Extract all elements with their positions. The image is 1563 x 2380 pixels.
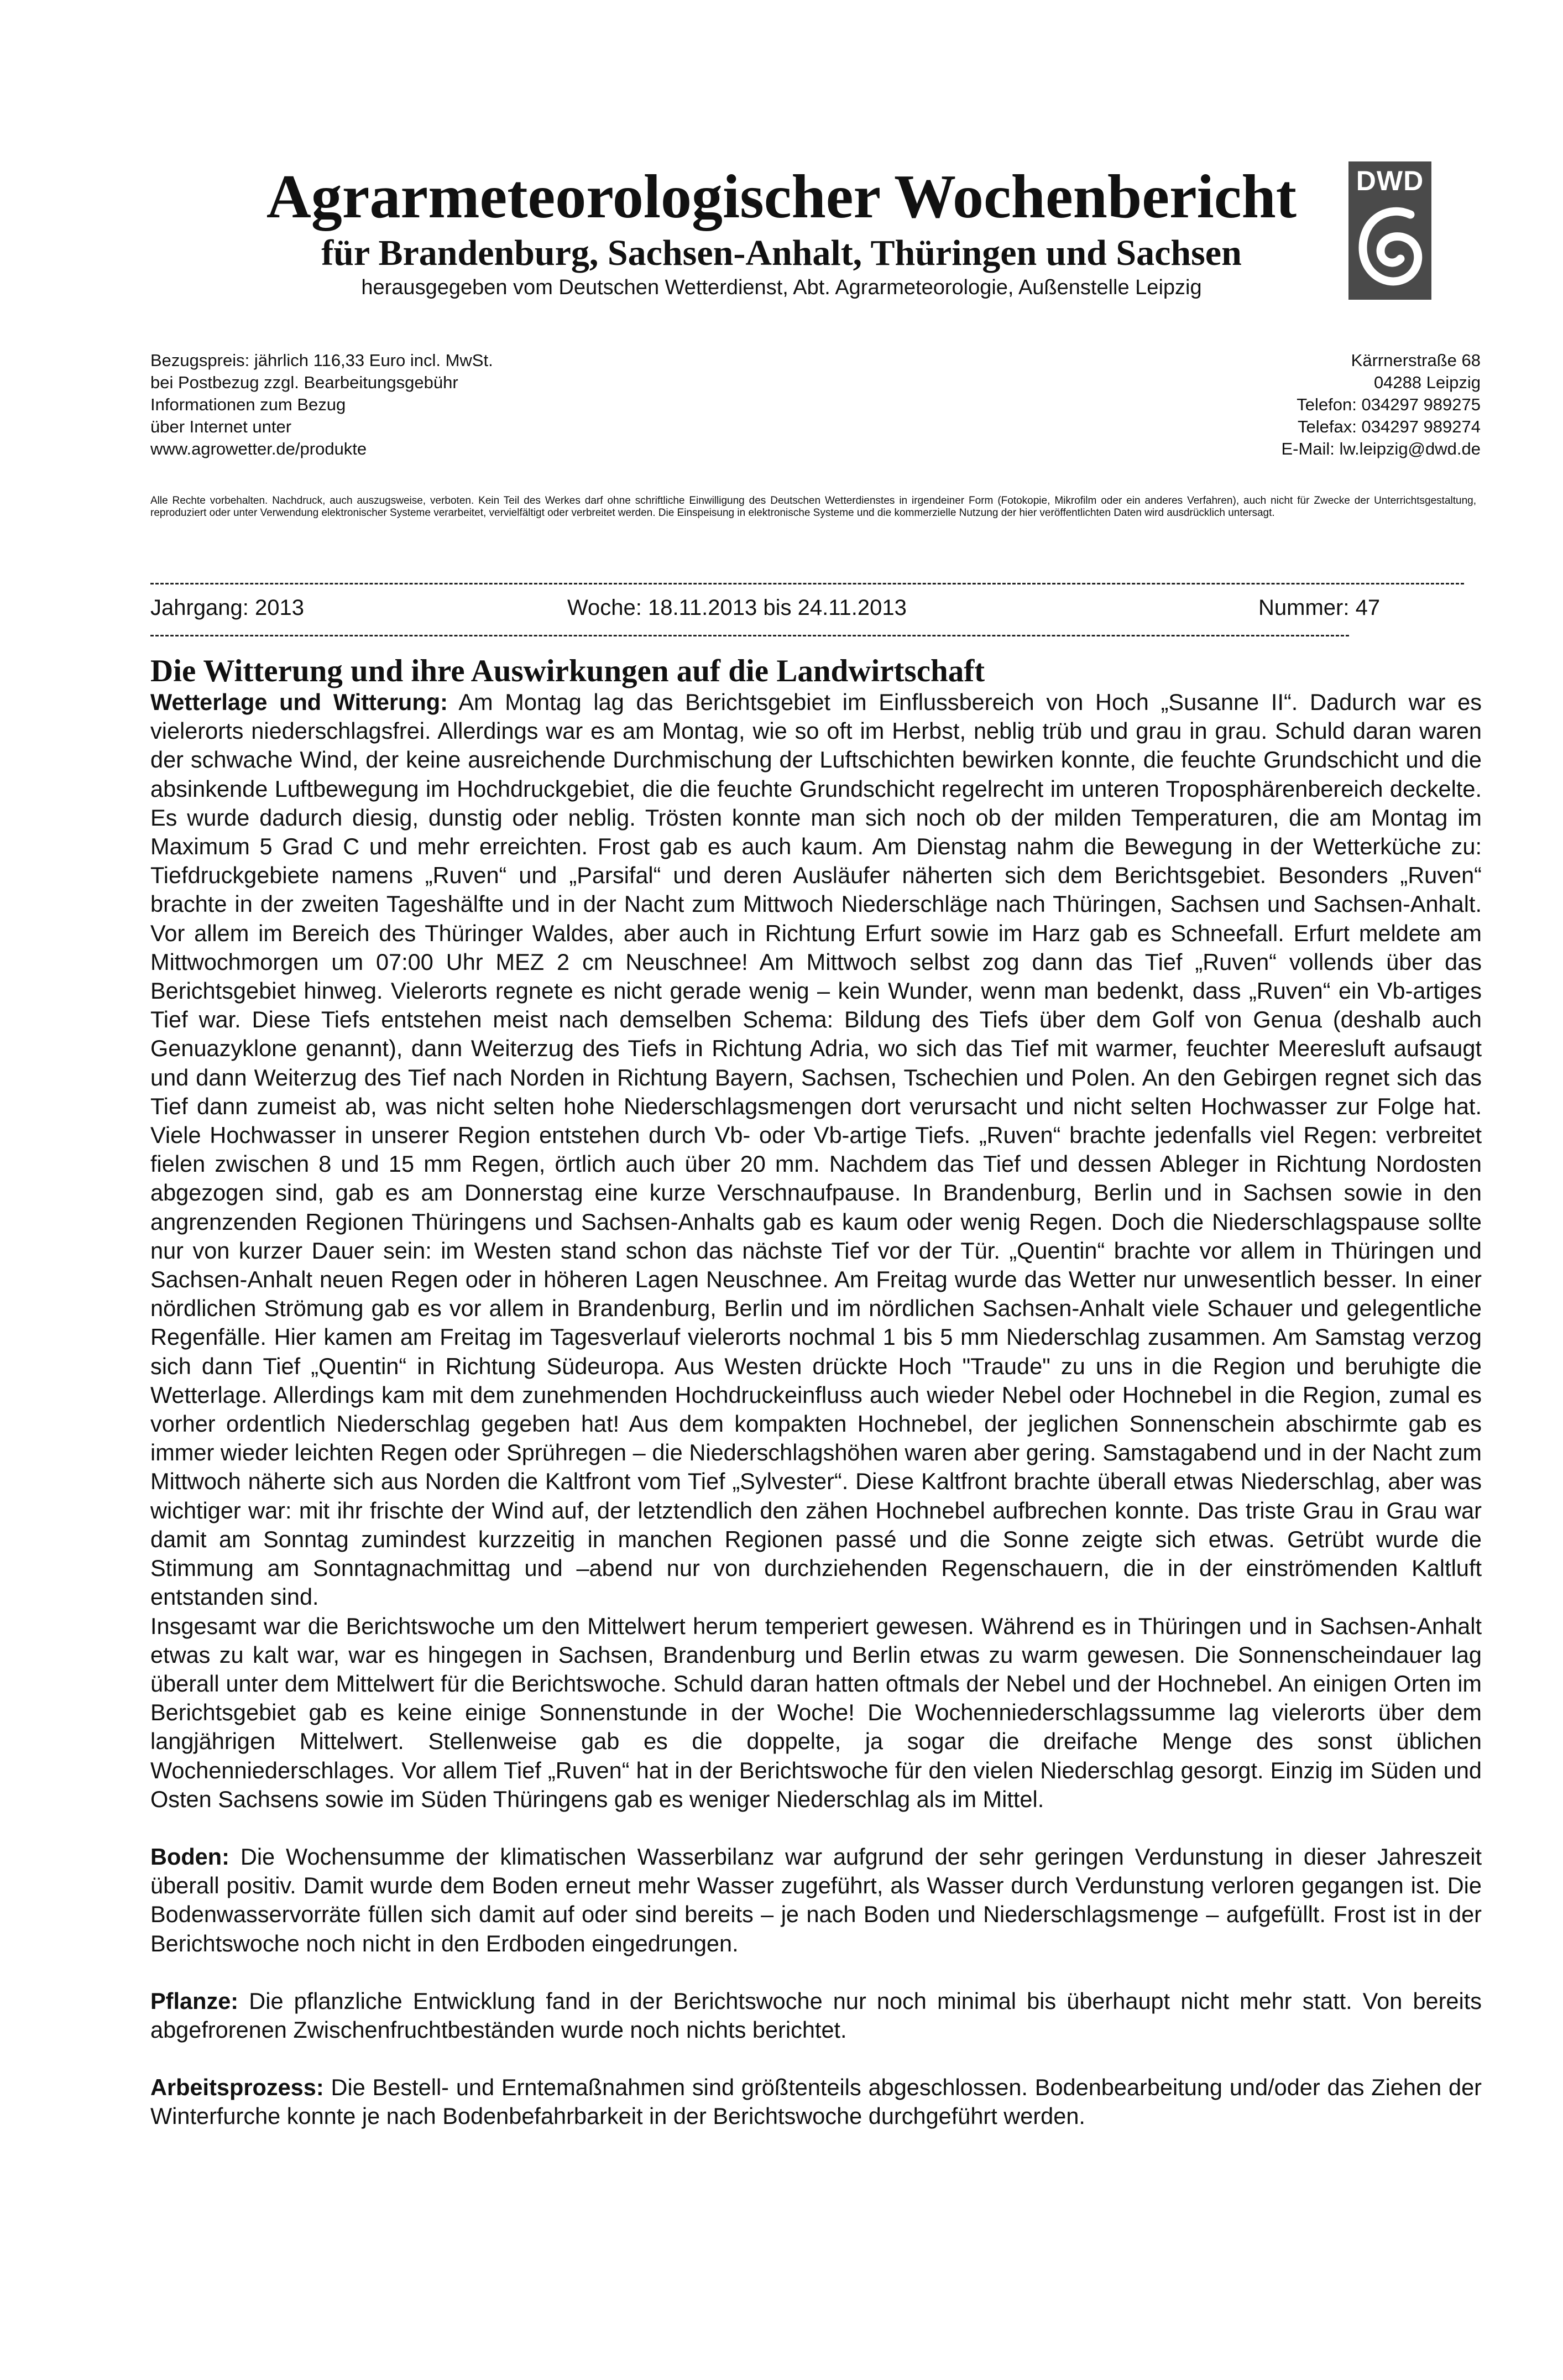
text-pflanze: Die pflanzliche Entwicklung fand in der Berichtswoche nur noch minimal bis überhaupt nicht mehr statt. Von bereits abgefrorenen Zwischenfruchtbeständen wurde noch nichts berichtet. [150, 1987, 1482, 2043]
address-street: Kärrnerstraße 68 [1351, 351, 1481, 370]
subscription-line: über Internet unter [150, 417, 292, 436]
meta-jahrgang: Jahrgang: 2013 [150, 596, 305, 620]
subscription-line: Informationen zum Bezug [150, 395, 346, 414]
text-boden: Die Wochensumme der klimatischen Wasserbilanz war aufgrund der sehr geringen Verdunstung in dieser Jahreszeit überall positiv. Damit wurde dem Boden erneut mehr Wasser zugeführt, als Wasser durch Verdunstung verloren gegangen ist. Die Bodenwasservorräte füllen sich damit auf oder sind bereits – je nach Boden und Niederschlagsmenge – aufgefüllt. Frost ist in der Berichtswoche noch nicht in den Erdboden eingedrungen. [150, 1843, 1482, 1956]
meta-nummer: Nummer: 47 [1258, 596, 1381, 620]
address-fax: Telefax: 034297 989274 [1298, 417, 1481, 436]
subscription-url: www.agrowetter.de/produkte [150, 439, 367, 458]
address-email: E-Mail: lw.leipzig@dwd.de [1281, 439, 1481, 458]
text-wetterlage: Am Montag lag das Berichtsgebiet im Einflussbereich von Hoch „Susanne II“. Dadurch war es vielerorts niederschlagsfrei. Allerdings war es am Montag, wie so oft im Herbst, neblig trüb und grau in grau. Schuld daran waren der schwache Wind, der keine ausreichende Durchmischung der Luftschichten bewirken konnte, die feuchte Grundschicht und die absinkende Luftbewegung im Hochdruckgebiet, die die feuchte Grundschicht regelrecht im unteren Troposphärenbereich deckelte. Es wurde dadurch diesig, dunstig oder neblig. Trösten konnte man sich noch ob der milden Temperaturen, die am Montag im Maximum 5 Grad C und mehr erreichten. Frost gab es auch kaum. Am Dienstag nahm die Bewegung in der Wetterküche zu: Tiefdruckgebiete namens „Ruven“ und „Parsifal“ und deren Ausläufer näherten sich dem Berichtsgebiet. Besonders „Ruven“ brachte in der zweiten Tageshälfte und in der Nacht zum Mittwoch Niederschläge nach Thüringen, Sachsen und Sachsen-Anhalt. Vor allem im Bereich des Thüringer Waldes, aber auch in Richtung Erfurt sowie im Harz gab es Schneefall. Erfurt meldete am Mittwochmorgen um 07:00 Uhr MEZ 2 cm Neuschnee! Am Mittwoch selbst zog dann das Tief „Ruven“ vollends über das Berichtsgebiet hinweg. Vielerorts regnete es nicht gerade wenig – kein Wunder, wenn man bedenkt, dass „Ruven“ ein Vb-artiges Tief war. Diese Tiefs entstehen meist nach demselben Schema: Bildung des Tiefs über dem Golf von Genua (deshalb auch Genuazyklone genannt), dann Weiterzug des Tiefs in Richtung Adria, wo sich das Tief mit warmer, feuchter Meeresluft aufsaugt und dann Weiterzug des Tief nach Norden in Richtung Bayern, Sachsen, Tschechien und Polen. An den Gebirgen regnet sich das Tief dann zumeist ab, was nicht selten hohe Niederschlagsmengen dort verursacht und nicht selten Hochwasser zur Folge hat. Viele Hochwasser in unserer Region entstehen durch Vb- oder Vb-artige Tiefs. „Ruven“ brachte jedenfalls viel Regen: verbreitet fielen zwischen 8 und 15 mm Regen, örtlich auch über 20 mm. Nachdem das Tief und dessen Ableger in Richtung Nordosten abgezogen sind, gab es am Donnerstag eine kurze Verschnaufpause. In Brandenburg, Berlin und in Sachsen sowie in den angrenzenden Regionen Thüringens und Sachsen-Anhalts gab es kaum oder wenig Regen. Doch die Niederschlagspause sollte nur von kurzer Dauer sein: im Westen stand schon das nächste Tief vor der Tür. „Quentin“ brachte vor allem in Thüringen und Sachsen-Anhalt neuen Regen oder in höheren Lagen Neuschnee. Am Freitag wurde das Wetter nur unwesentlich besser. In einer nördlichen Strömung gab es vor allem in Brandenburg, Berlin und im nördlichen Sachsen-Anhalt viele Schauer und gelegentliche Regenfälle. Hier kamen am Freitag im Tagesverlauf vielerorts nochmal 1 bis 5 mm Niederschlag zusammen. Am Samstag verzog sich dann Tief „Quentin“ in Richtung Südeuropa. Aus Westen drückte Hoch "Traude" zu uns in die Region und beruhigte die Wetterlage. Allerdings kam mit dem zunehmenden Hochdruckeinfluss auch wieder Nebel oder Hochnebel in die Region, zumal es vorher ordentlich Niederschlag gegeben hat! Aus dem kompakten Hochnebel, der jeglichen Sonnenschein abschirmte gab es immer wieder leichten Regen oder Sprühregen – die Niederschlagshöhen waren aber gering. Samstagabend und in der Nacht zum Mittwoch näherte sich aus Norden die Kaltfront vom Tief „Sylvester“. Diese Kaltfront brachte überall etwas Niederschlag, aber was wichtiger war: mit ihr frischte der Wind auf, der letztendlich den zähen Hochnebel aufbrechen konnte. Das triste Grau in Grau war damit am Sonntag zumindest kurzzeitig in manchen Regionen passé und die Sonne zeigte sich etwas. Getrübt wurde die Stimmung am Sonntagnachmittag und –abend nur von durchziehenden Regenschauern, die in der einströmenden Kaltluft entstanden sind. [150, 689, 1482, 1610]
publisher-line: herausgegeben vom Deutschen Wetterdienst, Abt. Agrarmeteorologie, Außenstelle Leipzig [361, 276, 1202, 299]
meta-woche: Woche: 18.11.2013 bis 24.11.2013 [567, 596, 907, 620]
label-wetterlage: Wetterlage und Witterung: [150, 689, 448, 715]
paragraph-summary: Insgesamt war die Berichtswoche um den Mittelwert herum temperiert gewesen. Während es in Thüringen und in Sachsen-Anhalt etwas zu kalt war, war es hingegen in Sachsen, Brandenburg und Berlin etwas zu warm gewesen. Die Sonnenscheindauer lag überall unter dem Mittelwert für die Berichtswoche. Schuld daran hatten oftmals der Nebel und der Hochnebel. An einigen Orten im Berichtsgebiet gab es keine einige Sonnenstunde in der Woche! Die Wochenniederschlagssumme lag vielerorts über dem langjährigen Mittelwert. Stellenweise gab es die doppelte, ja sogar die dreifache Menge des sonst üblichen Wochenniederschlages. Vor allem Tief „Ruven“ hat in der Berichtswoche für den vielen Niederschlag gesorgt. Einzig im Süden und Osten Sachsens sowie im Süden Thüringens gab es weniger Niederschlag als im Mittel. [150, 1612, 1482, 1812]
rights-notice: Alle Rechte vorbehalten. Nachdruck, auch auszugsweise, verboten. Kein Teil des Werkes darf ohne schriftliche Einwilligung des Deutschen Wetterdienstes in irgendeiner Form (Fotokopie, Mikrofilm oder ein anderes Verfahren), auch nicht für Zwecke der Unterrichtsgestaltung, reproduziert oder unter Verwendung elektronischer Systeme verarbeitet, vervielfältigt oder verbreitet werden. Die Einspeisung in elektronische Systeme und die kommerzielle Nutzung der hier veröffentlichten Daten wird ausdrücklich untersagt. [150, 495, 1476, 519]
paragraph-pflanze [150, 1987, 1482, 2044]
subscription-line: Bezugspreis: jährlich 116,33 Euro incl. MwSt. [150, 351, 493, 370]
section-heading: Die Witterung und ihre Auswirkungen auf die Landwirtschaft [150, 654, 985, 688]
report-content [150, 688, 1482, 2131]
paragraph-boden [150, 1843, 1482, 1958]
label-boden: Boden: [150, 1843, 229, 1870]
paragraph-arbeitsprozess [150, 2073, 1482, 2131]
label-arbeitsprozess: Arbeitsprozess: [150, 2074, 324, 2101]
dashed-divider [150, 635, 1349, 636]
address-block [1050, 349, 1481, 460]
subscription-line: bei Postbezug zzgl. Bearbeitungsgebühr [150, 373, 458, 392]
subscription-info [150, 349, 703, 460]
report-subtitle: für Brandenburg, Sachsen-Anhalt, Thüringen und Sachsen [321, 233, 1242, 273]
label-pflanze: Pflanze: [150, 1987, 239, 2014]
address-phone: Telefon: 034297 989275 [1297, 395, 1481, 414]
paragraph-wetterlage [150, 688, 1482, 1612]
address-city: 04288 Leipzig [1373, 373, 1481, 392]
dwd-logo [1348, 161, 1431, 300]
dwd-swirl-icon [1355, 201, 1425, 294]
dashed-divider [150, 583, 1464, 584]
dwd-logo-text: DWD [1356, 165, 1424, 196]
report-title: Agrarmeteorologischer Wochenbericht [266, 163, 1297, 231]
text-arbeitsprozess: Die Bestell- und Erntemaßnahmen sind größtenteils abgeschlossen. Bodenbearbeitung und/oder das Ziehen der Winterfurche konnte je nach Bodenbefahrbarkeit in der Berichtswoche durchgeführt werden. [150, 2074, 1482, 2130]
